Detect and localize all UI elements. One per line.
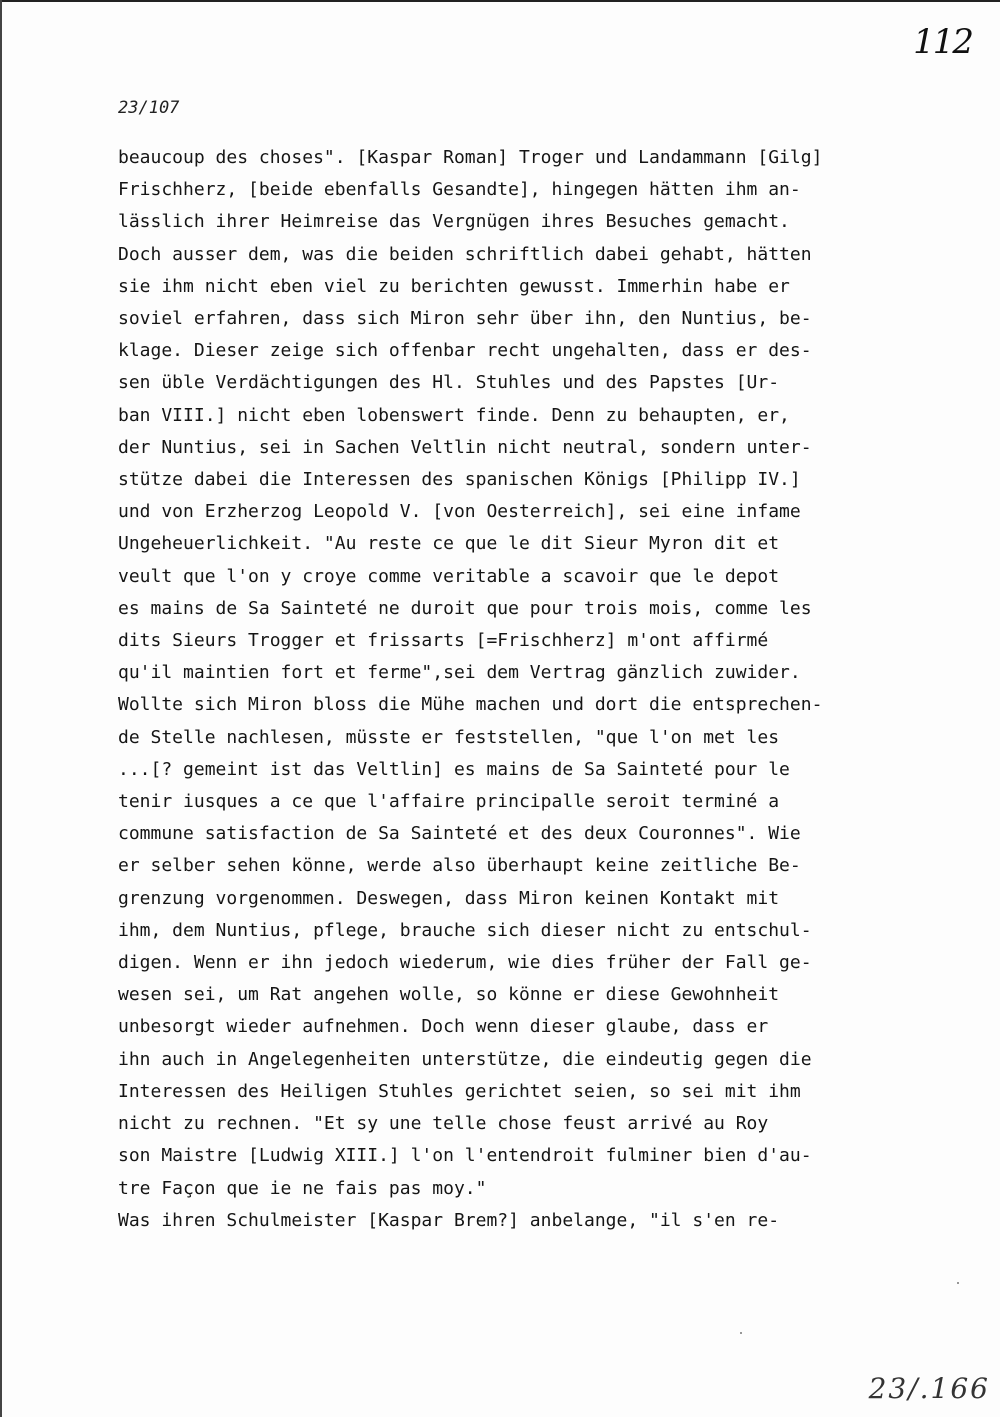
text-line: Interessen des Heiligen Stuhles gerichtet seien, so sei mit ihm [118, 1080, 801, 1102]
text-line: son Maistre [Ludwig XIII.] l'on l'entendroit fulminer bien d'au- [118, 1145, 812, 1167]
text-line: tre Façon que ie ne fais pas moy." [118, 1177, 487, 1199]
text-line: nicht zu rechnen. "Et sy une telle chose feust arrivé au Roy [118, 1113, 769, 1135]
text-line: ihm, dem Nuntius, pflege, brauche sich dieser nicht zu entschul- [118, 919, 812, 941]
text-line: klage. Dieser zeige sich offenbar recht ungehalten, dass er des- [118, 340, 812, 362]
text-line: digen. Wenn er ihn jedoch wiederum, wie dies früher der Fall ge- [118, 952, 812, 974]
text-line: er selber sehen könne, werde also überhaupt keine zeitliche Be- [118, 855, 801, 877]
scan-top-border [0, 0, 1000, 2]
text-line: der Nuntius, sei in Sachen Veltlin nicht neutral, sondern unter- [118, 436, 812, 458]
text-line: Wollte sich Miron bloss die Mühe machen und dort die entsprechen- [118, 694, 823, 716]
scan-left-border [0, 0, 2, 1417]
text-line: lässlich ihrer Heimreise das Vergnügen ihres Besuches gemacht. [118, 211, 790, 233]
text-line: de Stelle nachlesen, müsste er feststellen, "que l'on met les [118, 726, 780, 748]
text-line: und von Erzherzog Leopold V. [von Oesterreich], sei eine infame [118, 501, 801, 523]
handwritten-folio-number: 112 [913, 22, 972, 62]
text-line: dits Sieurs Trogger et frissarts [=Frischherz] m'ont affirmé [118, 630, 769, 652]
text-line: wesen sei, um Rat angehen wolle, so könne er diese Gewohnheit [118, 984, 780, 1006]
scan-speck [740, 1332, 742, 1334]
text-line: tenir iusques a ce que l'affaire principalle seroit terminé a [118, 791, 780, 813]
text-line: soviel erfahren, dass sich Miron sehr über ihn, den Nuntius, be- [118, 308, 812, 330]
text-line: Was ihren Schulmeister [Kaspar Brem?] anbelange, "il s'en re- [118, 1209, 780, 1231]
text-line: beaucoup des choses". [Kaspar Roman] Troger und Landammann [Gilg] [118, 147, 823, 168]
text-line: Doch ausser dem, was die beiden schriftlich dabei gehabt, hätten [118, 243, 812, 265]
handwritten-bottom-reference: 23/.166 [868, 1372, 990, 1405]
text-line: Frischherz, [beide ebenfalls Gesandte], hingegen hätten ihm an- [118, 179, 801, 201]
text-line: commune satisfaction de Sa Sainteté et des deux Couronnes". Wie [118, 823, 801, 845]
text-line: veult que l'on y croye comme veritable a scavoir que le depot [118, 565, 780, 587]
text-line: es mains de Sa Sainteté ne duroit que pour trois mois, comme les [118, 597, 812, 619]
text-line: ...[? gemeint ist das Veltlin] es mains de Sa Sainteté pour le [118, 758, 790, 780]
text-line: sie ihm nicht eben viel zu berichten gewusst. Immerhin habe er [118, 275, 790, 297]
text-line: ihn auch in Angelegenheiten unterstütze, die eindeutig gegen die [118, 1048, 812, 1070]
text-line: sen üble Verdächtigungen des Hl. Stuhles und des Papstes [Ur- [118, 372, 780, 394]
reference-number: 23/107 [118, 98, 180, 118]
text-line: Ungeheuerlichkeit. "Au reste ce que le dit Sieur Myron dit et [118, 533, 780, 555]
text-line: grenzung vorgenommen. Deswegen, dass Miron keinen Kontakt mit [118, 887, 780, 909]
body-text [118, 142, 908, 1237]
text-line: unbesorgt wieder aufnehmen. Doch wenn dieser glaube, dass er [118, 1016, 769, 1038]
scan-speck [957, 1282, 959, 1284]
text-line: stütze dabei die Interessen des spanischen Königs [Philipp IV.] [118, 469, 801, 491]
text-line: qu'il maintien fort et ferme",sei dem Vertrag gänzlich zuwider. [118, 662, 801, 684]
text-line: ban VIII.] nicht eben lobenswert finde. Denn zu behaupten, er, [118, 404, 790, 426]
